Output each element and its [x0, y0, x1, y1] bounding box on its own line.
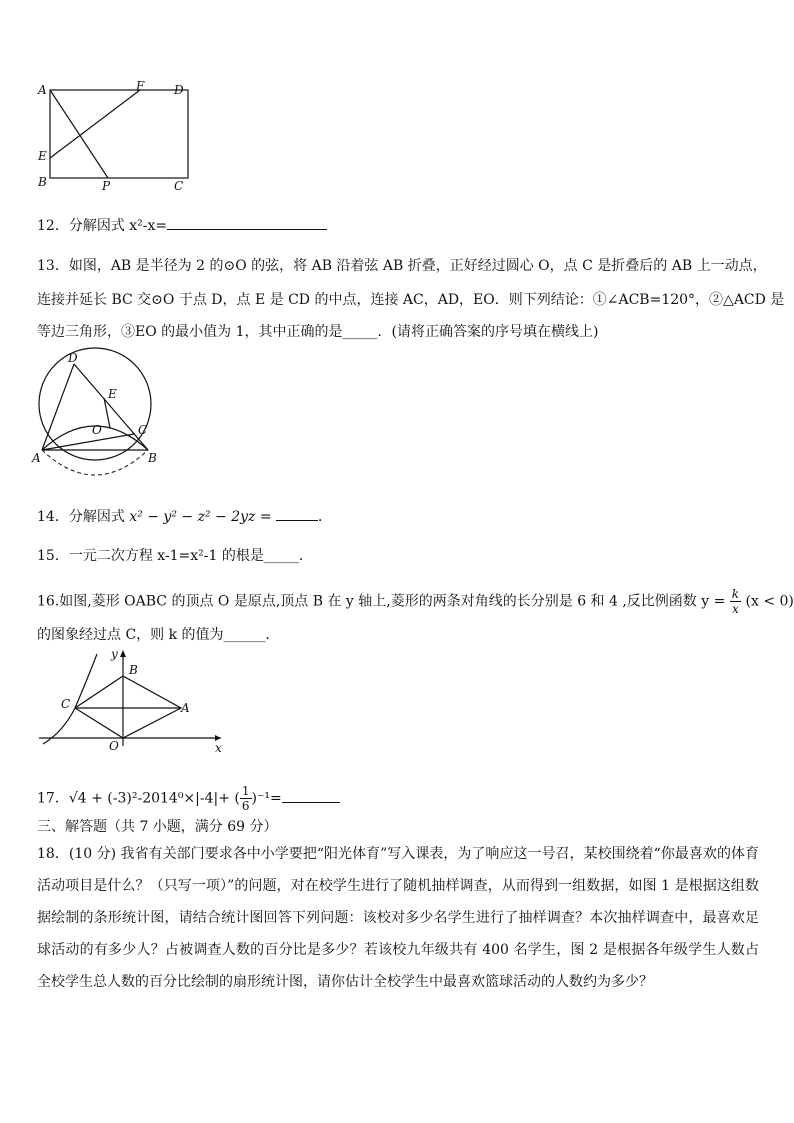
question-17	[37, 784, 340, 813]
q16-text: 16.如图,菱形 OABC 的顶点 O 是原点,顶点 B 在 y 轴上,菱形的两条对角线的长分别是 6 和 4 ,反比例函数 y =	[37, 593, 726, 610]
label-B: B	[129, 663, 138, 677]
question-12	[37, 215, 327, 235]
q13-line2: 连接并延长 BC 交⊙O 于点 D，点 E 是 CD 的中点，连接 AC，AD，EO．则下列结论：①∠ACB=120°，②△ACD 是	[37, 292, 785, 308]
q14-answer-blank[interactable]	[276, 506, 318, 521]
q14-number: 14．	[37, 509, 69, 525]
label-O: O	[92, 423, 102, 437]
label-x: x	[215, 741, 222, 755]
rhombus-figure	[35, 646, 235, 756]
q17-expr-a: √4 + (-3)²-2014⁰×|-4|+ (	[68, 790, 240, 807]
q13-line1: 13．如图，AB 是半径为 2 的⊙O 的弦，将 AB 沿着弦 AB 折叠，正好经过圆心 O，点 C 是折叠后的 AB 上一动点，	[37, 258, 767, 274]
label-A: A	[181, 701, 190, 715]
label-D: D	[174, 83, 184, 97]
label-A: A	[38, 83, 47, 97]
question-16-line1	[37, 587, 794, 616]
label-E: E	[38, 149, 47, 163]
q16-fraction: $\frac{k}{x}$	[731, 587, 740, 616]
rectangle-figure	[30, 80, 200, 195]
label-F: F	[136, 79, 145, 93]
question-18: 18．(10 分) 我省有关部门要求各中小学要把“阳光体育”写入课表，为了响应这一号召，某校围绕着“你最喜欢的体育活动项目是什么？（只写一项）”的问题，对在校学生进行了随机抽样调查，从而得到一组数据，如图 1 是根据这组数据绘制的条形统计图，请结合统计图回答下列问题：该校对多少名学生进行了抽样调查？本次抽样调查中，最喜欢足球活动的有多少人？占被调查人数的百分比是多少？若该校九年级共有 400 名学生，图 2 是根据各年级学生人数占全校学生总人数的百分比绘制的扇形统计图，请你估计全校学生中最喜欢篮球活动的人数约为多少？	[37, 846, 759, 990]
q12-number: 12．	[37, 218, 69, 234]
question-14	[37, 506, 332, 526]
label-O: O	[109, 739, 119, 753]
q17-fraction: $\frac{1}{6}$	[241, 784, 250, 813]
q13-line3: 等边三角形，③EO 的最小值为 1，其中正确的是_____．(请将正确答案的序号填在横线上)	[37, 324, 599, 340]
label-A: A	[32, 451, 41, 465]
label-C: C	[61, 697, 71, 711]
label-B: B	[38, 175, 47, 189]
question-16-line2: 的图象经过点 C，则 k 的值为______．	[37, 627, 280, 643]
q17-number: 17．	[37, 790, 69, 807]
q16-condition: (x < 0)	[745, 593, 794, 610]
label-D: D	[68, 351, 78, 365]
circle-figure	[30, 350, 170, 468]
q17-answer-blank[interactable]	[282, 788, 340, 803]
label-C: C	[174, 179, 184, 193]
label-C: C	[138, 423, 148, 437]
label-B: B	[148, 451, 157, 465]
label-y: y	[111, 647, 118, 661]
label-P: P	[102, 179, 111, 193]
question-15: 15．一元二次方程 x-1=x²-1 的根是_____．	[37, 548, 313, 564]
q14-expression: x² − y² − z² − 2yz =	[129, 509, 272, 525]
q17-expr-b: )⁻¹=	[251, 790, 282, 807]
label-E: E	[108, 387, 117, 401]
q12-answer-blank[interactable]	[167, 215, 327, 230]
q12-text: 分解因式 x²-x=	[68, 218, 168, 234]
section-heading: 三、解答题（共 7 小题，满分 69 分）	[37, 819, 278, 835]
q14-text: 分解因式	[68, 509, 125, 525]
q14-end: ．	[318, 509, 333, 525]
